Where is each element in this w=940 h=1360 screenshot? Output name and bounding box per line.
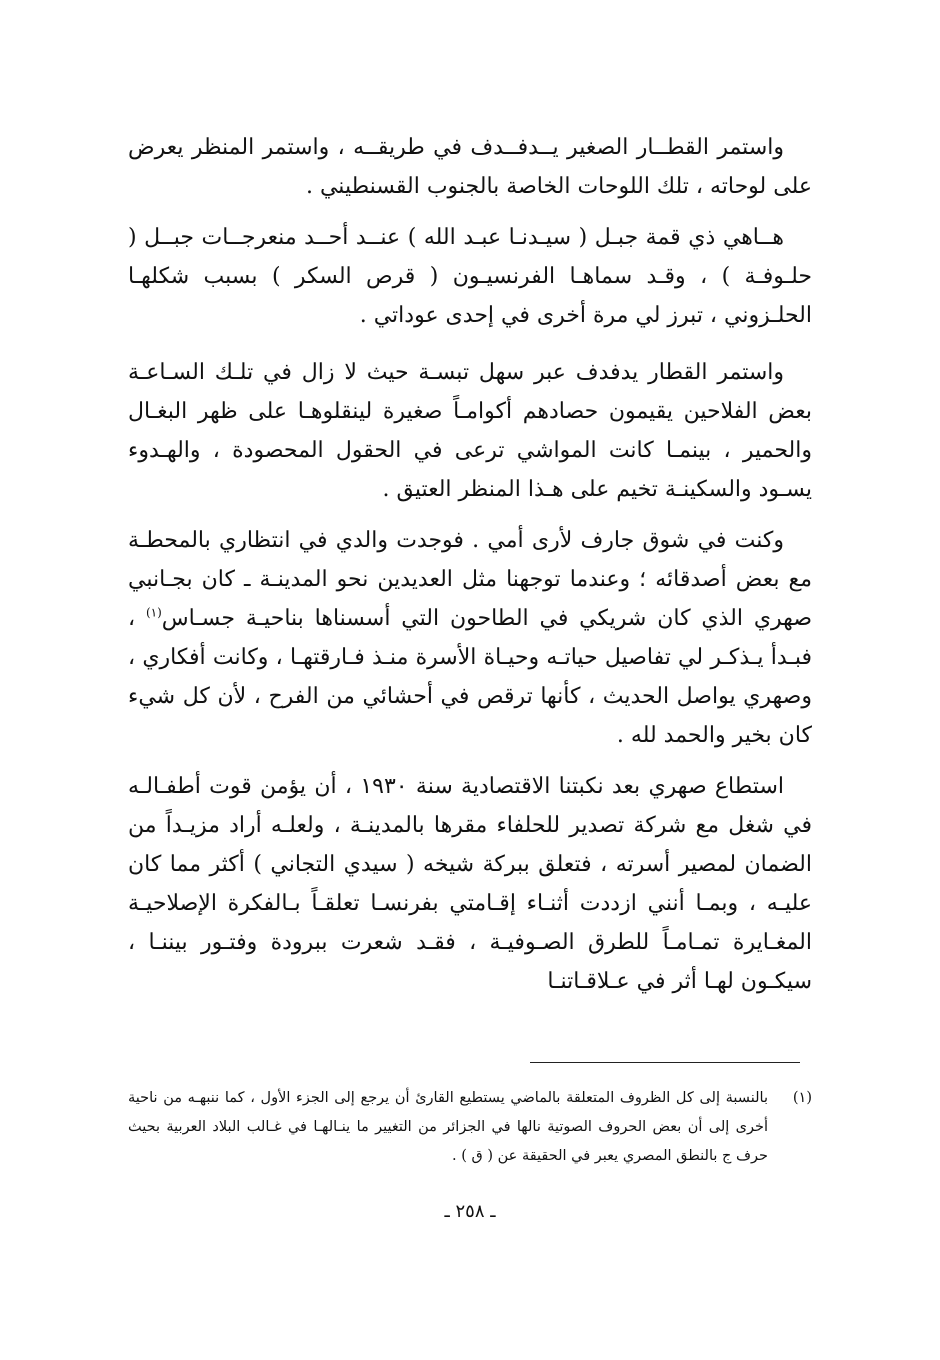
paragraph-5: استطاع صهري بعد نكبتنا الاقتصادية سنة ١٩٣٠ ، أن يؤمن قوت أطفـالـه في شغل مع شركة تصدير للحلفاء مقرها بالمدينـة ، ولعلـه أراد مزيـداً من الضمان لمصير أسرته ، فتعلق ببركة شيخه ( سيدي التجاني ) أكثر مما كان عليـه ، وبمـا أنني ازددت أثنـاء إقـامتي بفرنسـا تعلقـاً بـالفكرة الإصلاحيـة المغـايرة تمـامـاً للطرق الصـوفيـة ، فقـد شعرت ببرودة وفتـور بيننـا ، سيكـون لهـا أثر في عـلاقـاتنـا bbox=[128, 774, 812, 994]
main-text bbox=[128, 128, 812, 1013]
footnote-number: (١) bbox=[792, 1090, 812, 1106]
paragraph-3: واستمر القطار يدفدف عبر سهل تبسـة حيث لا زال في تلـك السـاعـة بعض الفلاحين يقيمون حصادهم أكوامـاً صغيرة لينقلوهـا على ظهر البغـال والحمير ، بينمـا كانت المواشي ترعى في الحقول المحصودة ، والهـدوء يسـود والسكينـة تخيم على هـذا المنظر العتيق . bbox=[128, 360, 812, 502]
footnote-divider bbox=[530, 1062, 800, 1063]
paragraph-4-after-ref: ، فبـدأ يـذكـر لي تفاصيل حياتـه وحيـاة الأسرة منـذ فـارقتهـا ، وكانت أفكاري ، وصهري يواصل الحديث ، كأنها ترقص في أحشائي من الفرح ، لأن كل شيء كان بخير والحمد لله . bbox=[128, 606, 812, 748]
paragraph-2: هــاهي ذي قمة جبـل ( سيـدنـا عبـد الله ) عنــد أحــد منعرجــات جبــل ( حلـوفـة ) ، وقـد سماهـا الفرنسيـون ( قرص السكر ) بسبب شكلهـا الحلـزوني ، تبرز لي مرة أخرى في إحدى عوداتي . bbox=[128, 225, 812, 328]
footnote-text: بالنسبة إلى كل الظروف المتعلقة بالماضي يستطيع القارئ أن يرجع إلى الجزء الأول ، كما ننبهـه من ناحية أخرى إلى أن بعض الحروف الصوتية نالها في الجزائر من التغيير ما ينـالهـا في غـالب البلاد العربية بحيث حرف ج بالنطق المصري يعبر في الحقيقة عن ( ق ) . bbox=[128, 1090, 768, 1164]
paragraph-4-before-ref: وكنت في شوق جارف لأرى أمي . فوجدت والدي في انتظاري بالمحطـة مع بعض أصدقائه ؛ وعندما توجهنا مثل العديدين نحو المدينـة ـ كان بجـانبي صهري الذي كان شريكي في الطاحون التي أسسناها بناحيـة جسـاس bbox=[128, 528, 812, 631]
footnote bbox=[128, 1084, 812, 1171]
paragraph-1: واستمر القطــار الصغير يــدفــدف في طريقــه ، واستمر المنظر يعرض على لوحاته ، تلك اللوحات الخاصة بالجنوب القسنطيني . bbox=[128, 135, 812, 199]
paragraph-4 bbox=[128, 521, 812, 755]
footnote-reference[interactable]: (١) bbox=[145, 605, 162, 620]
page-number: ـ ٢٥٨ ـ bbox=[444, 1201, 496, 1222]
